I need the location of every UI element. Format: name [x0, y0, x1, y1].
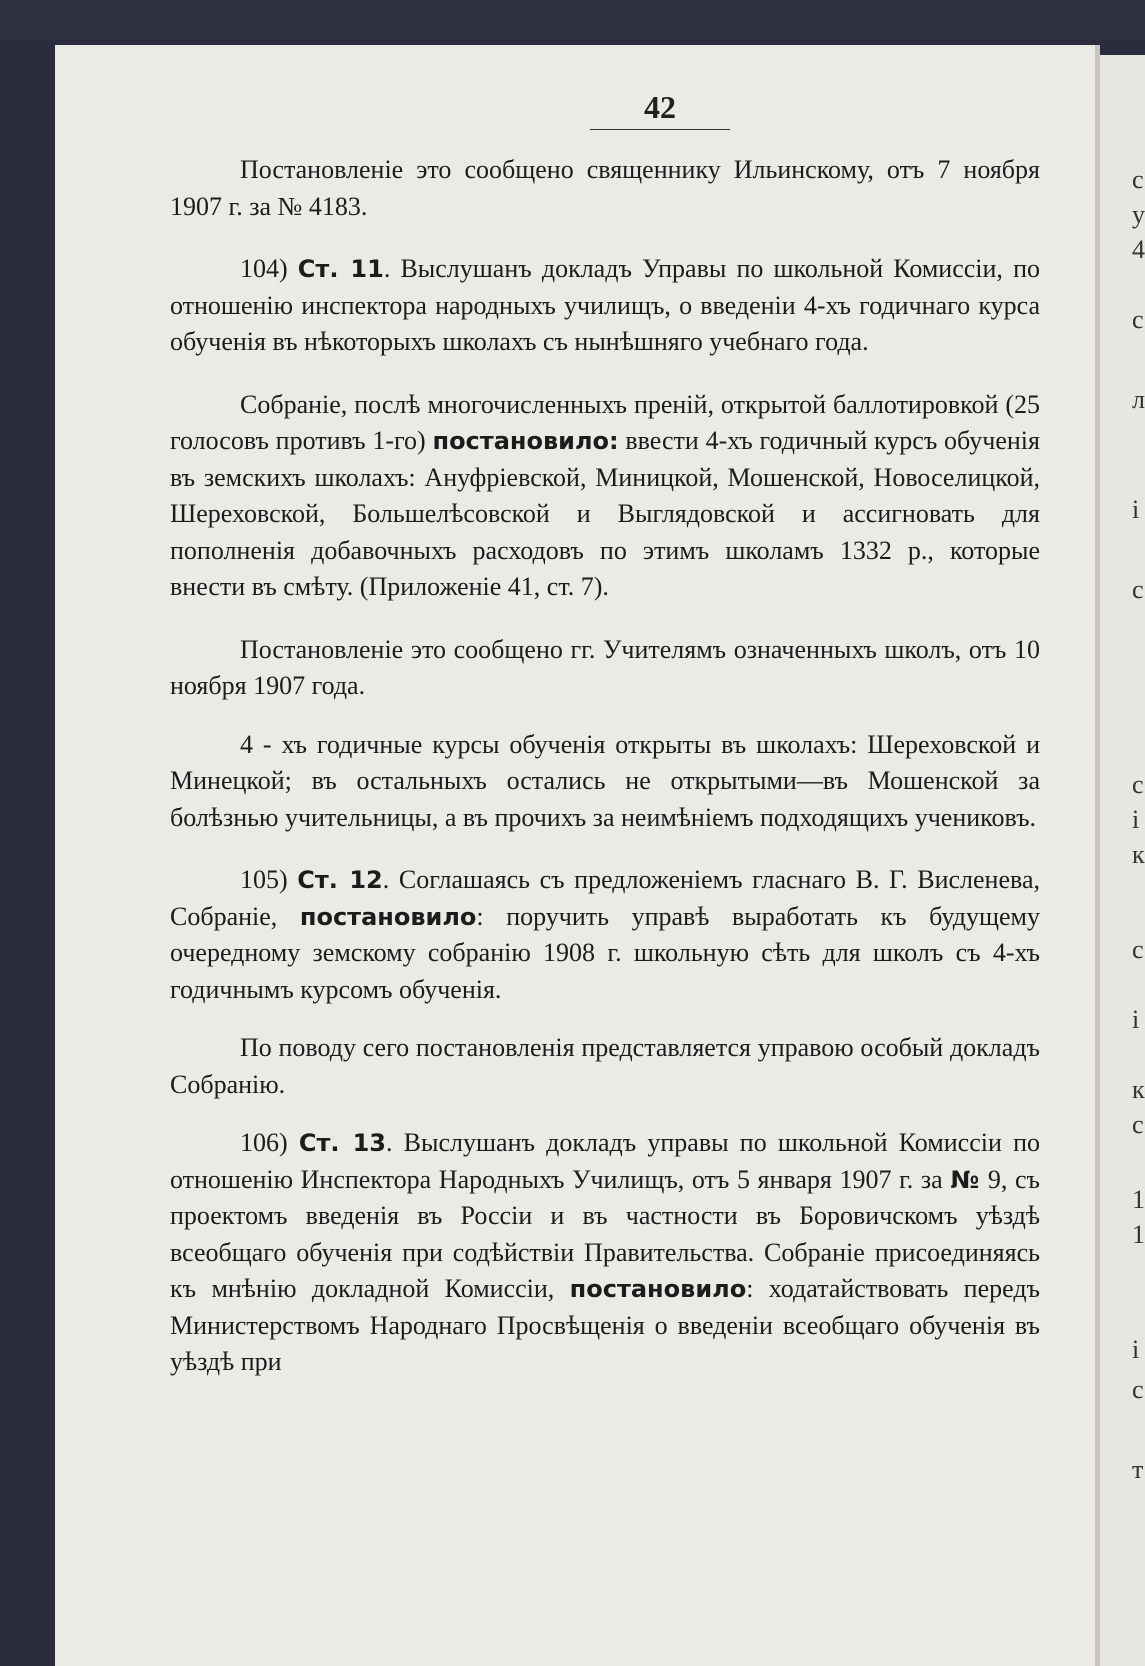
paragraph-text: : поручить управѣ выработать къ будущему очередному земскому собранію 1908 г. школьную сѣть для школъ съ 4-хъ годичнымъ курсомъ обученія.	[170, 901, 1040, 1004]
page-content	[170, 85, 1040, 1381]
adjacent-page-glyph: с	[1132, 165, 1144, 194]
adjacent-page-glyph: л	[1132, 385, 1145, 414]
resolution-keyword: постановило	[569, 1275, 747, 1303]
adjacent-page-edge	[1100, 55, 1145, 1666]
number-sign: №	[950, 1165, 981, 1194]
adjacent-page-glyph: с	[1132, 935, 1144, 964]
paragraph	[170, 727, 1040, 837]
adjacent-page-glyph: к	[1132, 840, 1145, 869]
paragraph-text: Собраніе, послѣ многочисленныхъ преній, открытой баллотировкой (25 голосовъ противъ 1-го)	[170, 389, 1040, 455]
adjacent-page-glyph: 1	[1132, 1220, 1145, 1249]
paragraph	[170, 632, 1040, 705]
adjacent-page-glyph: 4	[1132, 235, 1145, 264]
paragraph-text: . Выслушанъ докладъ управы по школьной Комиссіи по отношенію Инспектора Народныхъ Училищъ, отъ 5 января 1907 г. за	[170, 1128, 1040, 1194]
adjacent-page-glyph: с	[1132, 575, 1144, 604]
paragraph-text: По поводу сего постановленія представляется управою особый докладъ Собранію.	[170, 1033, 1040, 1099]
article-ref: Ст. 12	[297, 866, 383, 894]
adjacent-page-glyph: і	[1132, 1335, 1140, 1364]
paragraph-text: 9, съ проектомъ введенія въ Россіи и въ частности въ Боровичскомъ уѣздѣ всеобщаго обученія при содѣйствіи Правительства. Собраніе присоединяясь къ мнѣнію докладной Комиссіи,	[170, 1164, 1041, 1303]
adjacent-page-glyph: т	[1132, 1455, 1144, 1484]
paragraph	[170, 387, 1040, 606]
adjacent-page-glyph: у	[1132, 200, 1145, 229]
paragraph	[170, 1125, 1040, 1381]
adjacent-page-glyph: с	[1132, 770, 1144, 799]
adjacent-page-glyph: і	[1132, 805, 1140, 834]
paragraph-text: 4 - хъ годичные курсы обученія открыты въ школахъ: Шереховской и Минецкой; въ остальныхъ остались не открытыми—въ Мошенской за болѣзнью учительницы, а въ прочихъ за неимѣніемъ подходящихъ учениковъ.	[170, 729, 1040, 832]
item-number: 105)	[240, 865, 298, 894]
article-ref: Ст. 11	[297, 255, 384, 283]
paragraph	[170, 1030, 1040, 1103]
resolution-keyword: постановило	[299, 902, 477, 931]
paragraph-text: . Соглашаясь съ предложеніемъ гласнаго В. Г. Висленева, Собраніе,	[170, 865, 1040, 931]
article-ref: Ст. 13	[298, 1129, 386, 1157]
item-number: 104)	[240, 254, 298, 283]
adjacent-page-glyph: і	[1132, 1005, 1140, 1034]
paragraph-text: Постановленіе это сообщено гг. Учителямъ означенныхъ школъ, отъ 10 ноября 1907 года.	[170, 634, 1040, 700]
paragraph	[170, 152, 1040, 225]
paragraph-text: : ходатайствовать передъ Министерствомъ Народнаго Просвѣщенія о введеніи всеобщаго обученія въ уѣздѣ при	[170, 1274, 1040, 1376]
page-number: 42	[590, 85, 730, 130]
resolution-keyword: постановило:	[432, 427, 619, 455]
paragraph	[170, 862, 1040, 1008]
adjacent-page-glyph: с	[1132, 305, 1144, 334]
adjacent-page-glyph: с	[1132, 1375, 1144, 1404]
scan-background	[0, 0, 1145, 40]
adjacent-page-glyph: с	[1132, 1110, 1144, 1139]
paragraph-text: ввести 4-хъ годичный курсъ обученія въ земскихъ школахъ: Ануфріевской, Миницкой, Мошенской, Новоселицкой, Шереховской, Большелѣсовской и Выглядовской и ассигновать для пополненія добавочныхъ расходовъ по этимъ школамъ 1332 р., которые внести въ смѣту. (Приложеніе 41, ст. 7).	[170, 426, 1040, 601]
paragraph-text: . Выслушанъ докладъ Управы по школьной Комиссіи, по отношенію инспектора народныхъ училищъ, о введеніи 4-хъ годичнаго курса обученія въ нѣкоторыхъ школахъ съ нынѣшняго учебнаго года.	[170, 254, 1040, 356]
paragraph	[170, 251, 1040, 361]
adjacent-page-glyph: 1	[1132, 1185, 1145, 1214]
paragraph-text: Постановленіе это сообщено священнику Ильинскому, отъ 7 ноября 1907 г. за № 4183.	[170, 155, 1040, 221]
adjacent-page-glyph: і	[1132, 495, 1140, 524]
item-number: 106)	[240, 1128, 299, 1157]
adjacent-page-glyph: к	[1132, 1075, 1145, 1104]
